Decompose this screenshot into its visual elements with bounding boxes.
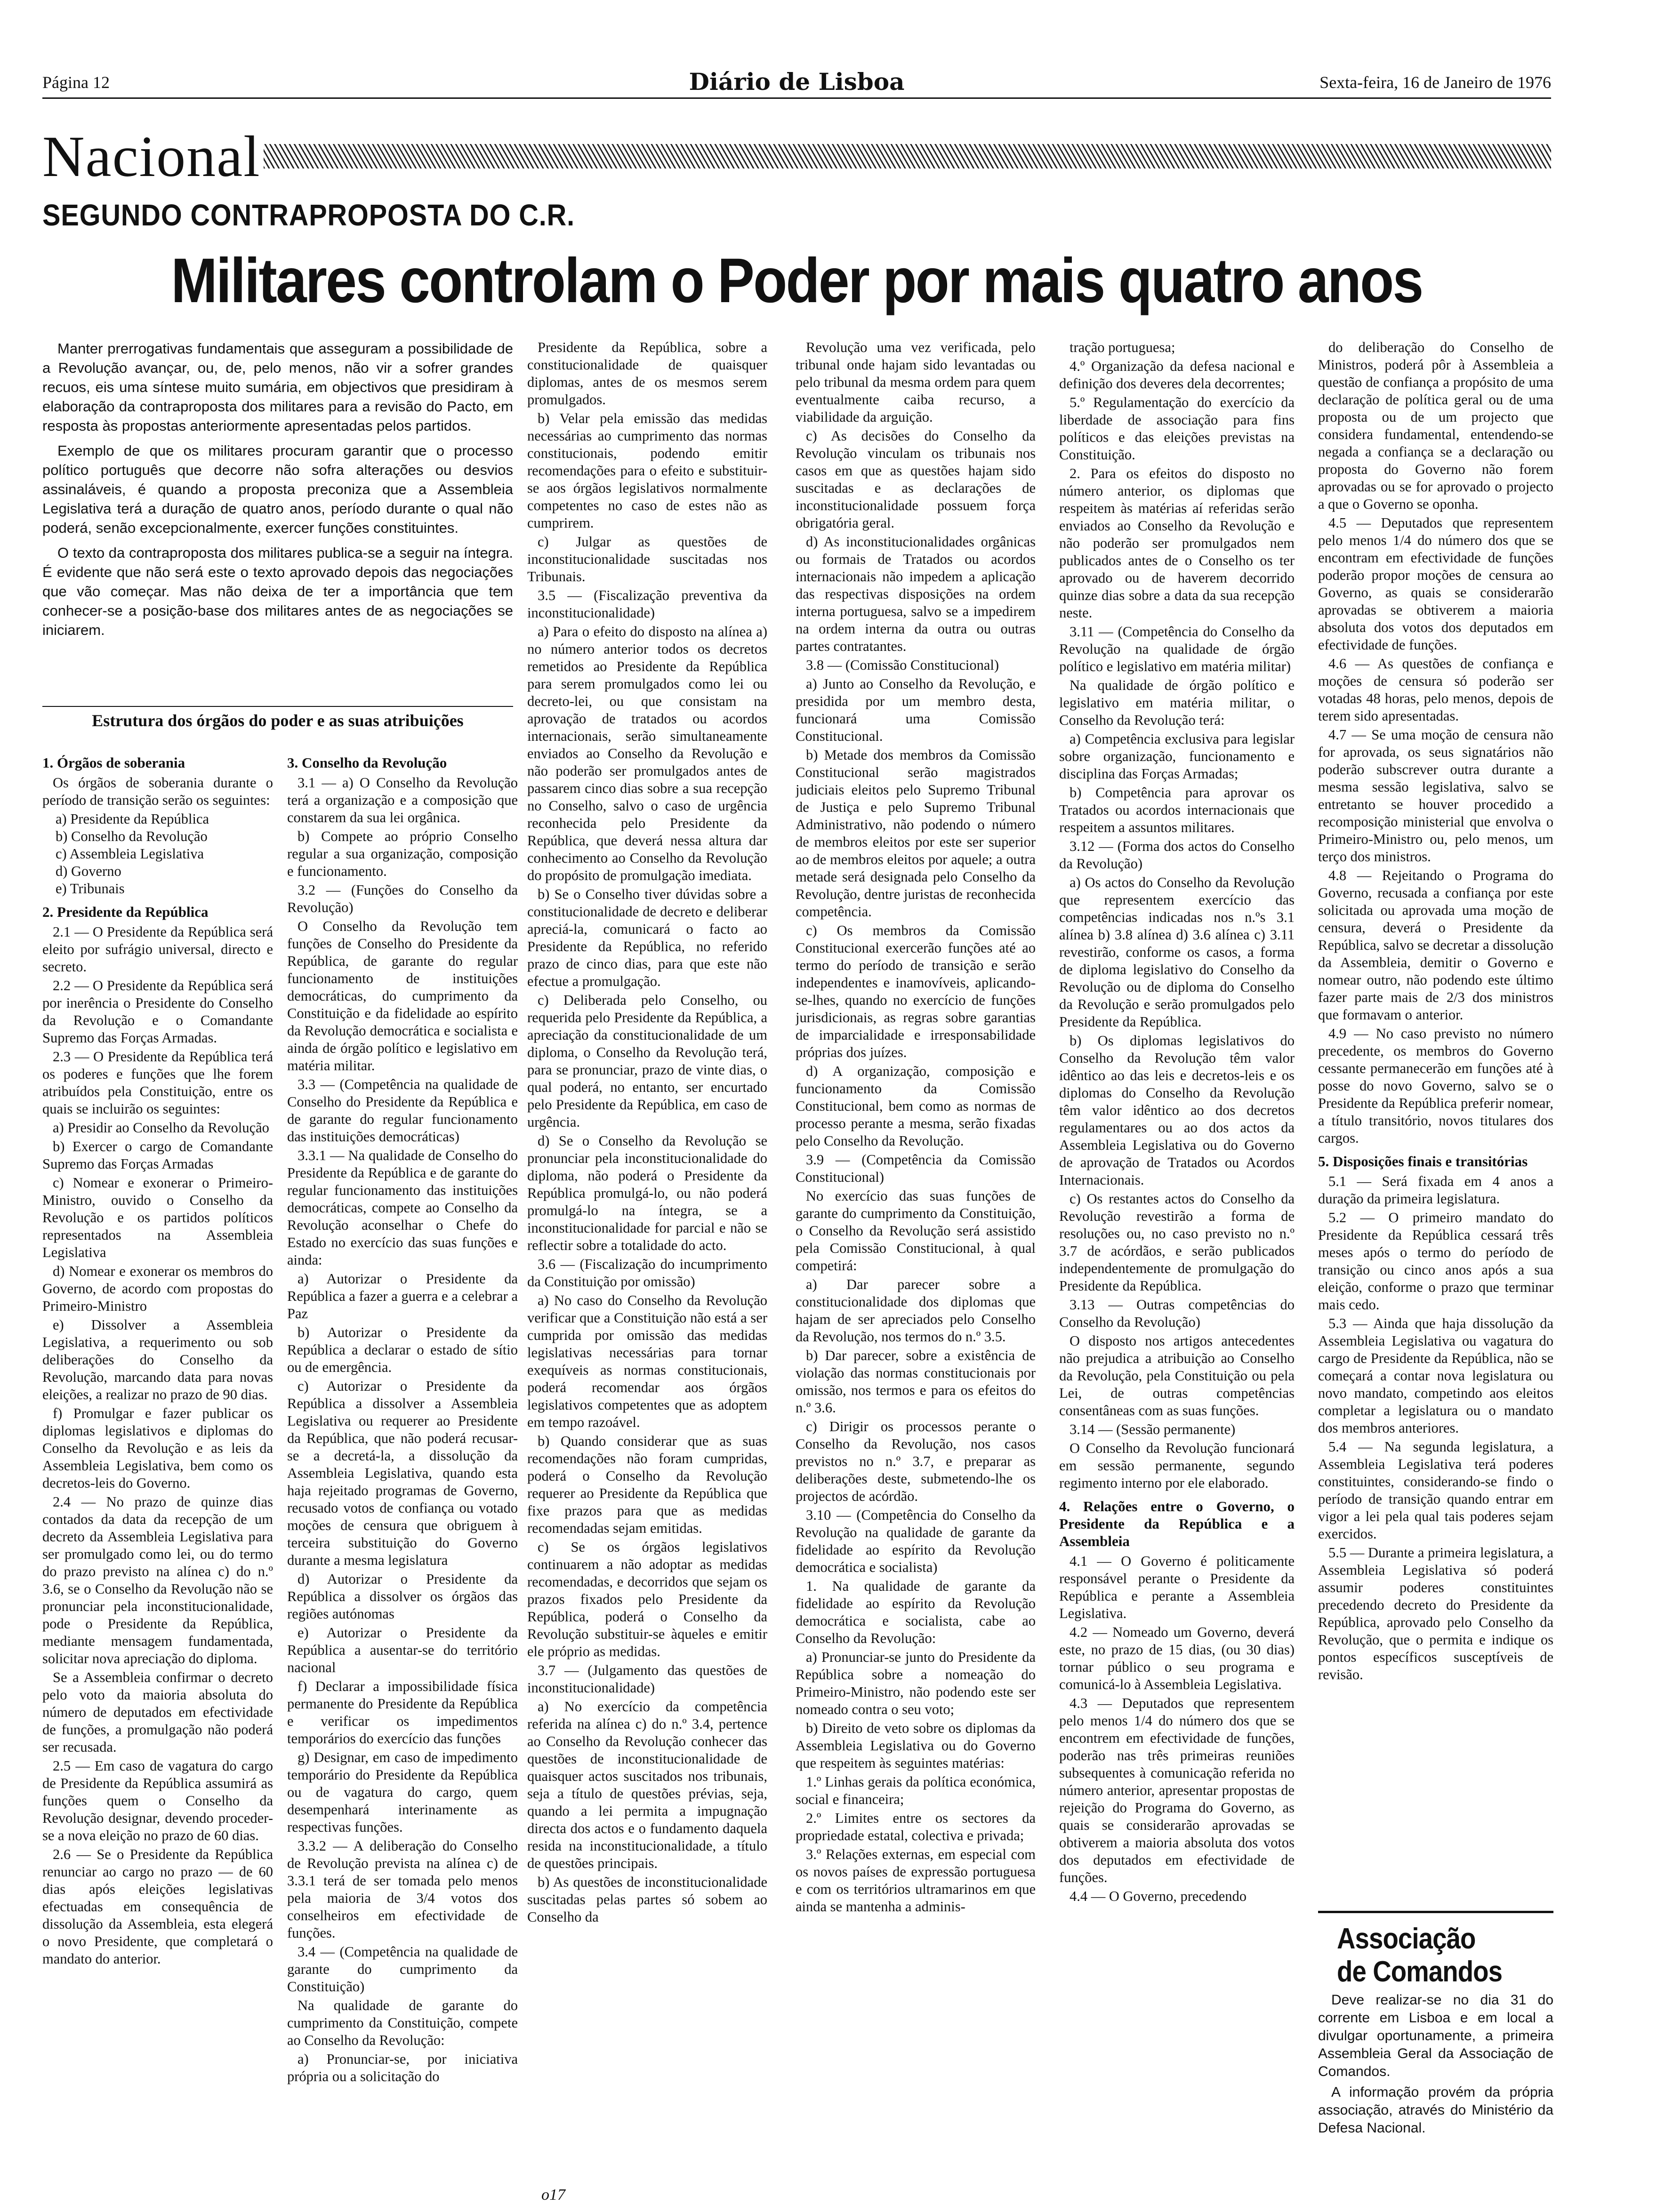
- paragraph: Se a Assembleia confirmar o decreto pelo voto da maioria absoluta do número de deputados em efectividade de funções, a promulgação não poderá ser recusada.: [42, 1669, 273, 1755]
- subsection-heading: 5. Disposições finais e transitórias: [1318, 1153, 1528, 1170]
- paragraph: b) Competência para aprovar os Tratados ou acordos internacionais que respeitem a assuntos militares.: [1059, 785, 1295, 835]
- paragraph: 3.3 — (Competência na qualidade de Conselho do Presidente da República e de garante do regular funcionamento das instituições democráticas): [287, 1076, 518, 1145]
- paragraph: 1.º Linhas gerais da política económica, social e financeira;: [796, 1774, 1036, 1807]
- paragraph: 3.11 — (Competência do Conselho da Revolução na qualidade de órgão político e legislativo em matéria militar): [1059, 624, 1295, 674]
- paragraph: d) As inconstitucionalidades orgânicas ou formais de Tratados ou acordos internacionais não impedem a aplicação das respectivas disposições na ordem interna portuguesa, salvo se a impedirem na ordem interna da outra ou outras partes contratantes.: [796, 534, 1036, 654]
- paragraph: do deliberação do Conselho de Ministros, poderá pôr à Assembleia a questão de confiança a propósito de uma declaração de política geral ou de uma proposta ou de um projecto que considera fundamental, entendendo-se negada a confiança se a declaração ou proposta do Governo não forem aprovadas ou se for aprovado o projecto a que o Governo se oponha.: [1318, 339, 1553, 512]
- article-lede: [42, 339, 513, 645]
- paragraph: a) Junto ao Conselho da Revolução, e presidida por um membro desta, funcionará uma Comissão Constitucional.: [796, 676, 1036, 744]
- paragraph: b) Dar parecer, sobre a existência de violação das normas constitucionais por omissão, nos termos e para os efeitos do n.º 3.6.: [796, 1347, 1036, 1416]
- paragraph: tração portuguesa;: [1070, 339, 1175, 355]
- paragraph: 5.1 — Será fixada em 4 anos a duração da primeira legislatura.: [1318, 1173, 1553, 1207]
- list-item: e) Tribunais: [56, 881, 125, 897]
- paragraph: 4.7 — Se uma moção de censura não for aprovada, os seus signatários não poderão subscrever outra durante a mesma sessão legislativa, salvo se entretanto se houver procedido a recomposição ministerial que envolva o Primeiro-Ministro ou, pelo menos, um terço dos ministros.: [1318, 727, 1553, 865]
- subsection-heading: 2. Presidente da República: [42, 904, 209, 920]
- subsection-heading: 3. Conselho da Revolução: [287, 754, 447, 771]
- article-column-4: [796, 339, 1036, 2165]
- paragraph: c) Nomear e exonerar o Primeiro-Ministro, ouvido o Conselho da Revolução e os partidos políticos representados na Assembleia Legislativa: [42, 1175, 273, 1260]
- footer-mark: o17: [541, 2186, 565, 2204]
- paragraph: a) No caso do Conselho da Revolução verificar que a Constituição não está a ser cumprida por omissão das medidas legislativas necessárias para tornar exequíveis as normas constitucionais, poderá recomendar aos órgãos legislativos competentes que as adoptem em tempo razoável.: [527, 1292, 767, 1430]
- paragraph: 3.10 — (Competência do Conselho da Revolução na qualidade de garante da fidelidade ao espírito da Revolução democrática e socialista): [796, 1507, 1036, 1575]
- paragraph: 4.3 — Deputados que representem pelo menos 1/4 do número dos que se encontrem em efectividade de funções, poderão nas três primeiras reuniões subsequentes à comunicação referida no número anterior, apresentar propostas de rejeição do Programa do Governo, as quais se considerarão aprovadas se obtiverem a maioria absoluta dos votos dos deputados em efectividade de funções.: [1059, 1695, 1295, 1885]
- paragraph: g) Designar, em caso de impedimento temporário do Presidente da República ou de vagatura do cargo, quem desempenhará interinamente as respectivas funções.: [287, 1749, 518, 1835]
- paragraph: 2. Para os efeitos do disposto no número anterior, os diplomas que respeitem às matérias aí referidas serão enviados ao Conselho da Revolução e não poderão ser promulgados nem publicados antes de o Conselho os ter aprovado ou de haverem decorrido quinze dias sobre a data da sua recepção neste.: [1059, 465, 1295, 621]
- article-kicker: SEGUNDO CONTRAPROPOSTA DO C.R.: [42, 198, 575, 232]
- paragraph: Os órgãos de soberania durante o período de transição serão os seguintes:: [42, 775, 273, 808]
- paragraph: 3.º Relações externas, em especial com os novos países de expressão portuguesa e com os territórios ultramarinos em que ainda se mantenha a adminis-: [796, 1846, 1036, 1915]
- paragraph: Na qualidade de garante do cumprimento da Constituição, compete ao Conselho da Revolução:: [287, 1997, 518, 2048]
- paragraph: c) Autorizar o Presidente da República a dissolver a Assembleia Legislativa ou requerer ao Presidente da República, que não poderá recusar-se a decretá-la, a dissolução da Assembleia Legislativa, quando esta haja rejeitado programas de Governo, recusado votos de confiança ou votado moções de censura que obriguem à terceira substituição do Governo durante a mesma legislatura: [287, 1378, 518, 1568]
- paragraph: e) Autorizar o Presidente da República a ausentar-se do território nacional: [287, 1625, 518, 1675]
- paragraph: 3.13 — Outras competências do Conselho da Revolução): [1059, 1297, 1295, 1330]
- paragraph: a) Presidir ao Conselho da Revolução: [53, 1120, 269, 1136]
- article-column-5: [1059, 339, 1295, 2165]
- paragraph: Na qualidade de órgão político e legislativo em matéria militar, o Conselho da Revolução terá:: [1059, 677, 1295, 728]
- paragraph: a) Dar parecer sobre a constitucionalidade dos diplomas que hajam de ser apreciados pelo Conselho da Revolução, nos termos do n.º 3.5.: [796, 1276, 1036, 1345]
- paragraph: Presidente da República, sobre a constitucionalidade de quaisquer diplomas, antes de os mesmos serem promulgados.: [527, 339, 767, 408]
- paragraph: 3.5 — (Fiscalização preventiva da inconstitucionalidade): [527, 587, 767, 621]
- paragraph: a) Pronunciar-se, por iniciativa própria ou a solicitação do: [287, 2051, 518, 2084]
- paragraph: b) As questões de inconstitucionalidade suscitadas pelas partes só sobem ao Conselho da: [527, 1874, 767, 1925]
- subsection-heading: 4. Relações entre o Governo, o Presidente da República e a Assembleia: [1059, 1498, 1295, 1549]
- paragraph: 5.5 — Durante a primeira legislatura, a Assembleia Legislativa só poderá assumir poderes constituintes precedendo decreto do Presidente da República, aprovado pelo Conselho da Revolução, que o permita e indique os pontos específicos susceptíveis de revisão.: [1318, 1545, 1553, 1683]
- paragraph: No exercício das suas funções de garante do cumprimento da Constituição, o Conselho da Revolução será assistido pela Comissão Constitucional, à qual competirá:: [796, 1188, 1036, 1274]
- paragraph: c) Deliberada pelo Conselho, ou requerida pelo Presidente da República, a apreciação da constitucionalidade de um diploma, o Conselho da Revolução terá, para se pronunciar, prazo de vinte dias, o qual poderá, no entanto, ser encurtado pelo Presidente da República, em caso de urgência.: [527, 992, 767, 1130]
- article-column-6: [1318, 339, 1553, 1901]
- masthead: [42, 68, 1551, 99]
- paragraph: 1. Na qualidade de garante da fidelidade ao espírito da Revolução democrática e socialista, cabe ao Conselho da Revolução:: [796, 1578, 1036, 1646]
- paragraph: b) Metade dos membros da Comissão Constitucional serão magistrados judiciais eleitos pelo Supremo Tribunal de Justiça e pelo Supremo Tribunal Administrativo, não podendo o número de membros eleitos por este ser superior ao de membros eleitos por aquele; a outra metade será designada pelo Conselho da Revolução, dentre juristas de reconhecida competência.: [796, 747, 1036, 920]
- paragraph: b) Os diplomas legislativos do Conselho da Revolução têm valor idêntico ao das leis e decretos-leis e os diplomas do Conselho da Revolução têm valor idêntico ao dos decretos regulamentares ou ao dos actos da Assembleia Legislativa ou do Governo de aprovação de Tratados ou Acordos Internacionais.: [1059, 1033, 1295, 1188]
- paragraph: O Conselho da Revolução funcionará em sessão permanente, segundo regimento interno por ele elaborado.: [1059, 1440, 1295, 1491]
- issue-date: Sexta-feira, 16 de Janeiro de 1976: [1319, 73, 1551, 92]
- paragraph: c) Julgar as questões de inconstitucionalidade suscitadas nos Tribunais.: [527, 534, 767, 585]
- paragraph: 2.3 — O Presidente da República terá os poderes e funções que lhe forem atribuídos pela Constituição, entre os quais se incluirão os seguintes:: [42, 1049, 273, 1117]
- list-item: a) Presidente da República: [56, 811, 209, 827]
- paragraph: e) Dissolver a Assembleia Legislativa, a requerimento ou sob deliberações do Conselho da Revolução, marcando data para novas eleições, a realizar no prazo de 90 dias.: [42, 1317, 273, 1403]
- paragraph: c) As decisões do Conselho da Revolução vinculam os tribunais nos casos em que as questões hajam sido suscitadas e as declarações de inconstitucionalidade possuem força obrigatória geral.: [796, 428, 1036, 531]
- paragraph: O Conselho da Revolução tem funções de Conselho do Presidente da República, de garante do regular funcionamento de instituições democráticas, do cumprimento da Constituição e da fidelidade ao espírito da Revolução democrática e socialista e ainda de órgão político e legislativo em matéria militar.: [287, 918, 518, 1074]
- paragraph: a) Para o efeito do disposto na alínea a) no número anterior todos os decretos remetidos ao Presidente da República para serem promulgados como lei ou decreto-lei, ou que consistam na aprovação de tratados ou acordos internacionais, serão simultaneamente enviados ao Conselho da Revolução e não poderão ser promulgados antes de passarem cinco dias sobre a sua recepção no Conselho, salvo o caso de urgência reconhecida pelo Presidente da República, que deverá nessa altura dar conhecimento ao Conselho da Revolução do propósito de promulgação imediata.: [527, 624, 767, 883]
- article-column-3: [527, 339, 767, 2165]
- structure-title: Estrutura dos órgãos do poder e as suas atribuições: [42, 706, 513, 730]
- section-header: [42, 123, 1551, 189]
- paragraph: c) Dirigir os processos perante o Conselho da Revolução, nos casos previstos no n.º 3.7, e preparar as deliberações deste, submetendo-lhe os projectos de acórdão.: [796, 1419, 1036, 1504]
- paragraph: 4.4 — O Governo, precedendo: [1070, 1888, 1247, 1904]
- paragraph: 3.6 — (Fiscalização do incumprimento da Constituição por omissão): [527, 1256, 767, 1290]
- paragraph: 3.9 — (Competência da Comissão Constitucional): [796, 1152, 1036, 1185]
- masthead-rule: [42, 97, 1551, 99]
- paragraph: 3.3.1 — Na qualidade de Conselho do Presidente da República e de garante do regular funcionamento das instituições democráticas, compete ao Conselho da Revolução aconselhar o Chefe do Estado no exercício das suas funções e ainda:: [287, 1147, 518, 1268]
- paragraph: 4.º Organização da defesa nacional e definição dos deveres dela decorrentes;: [1059, 358, 1295, 392]
- lede-paragraph: Exemplo de que os militares procuram garantir que o processo político português que decorre não sofra alterações ou desvios assinaláveis, é quando a proposta preconiza que a Assembleia Legislativa terá a duração de quatro anos, período durante o qual não poderá, senão excepcionalmente, exercer funções constituintes.: [42, 442, 513, 536]
- paragraph: c) Se os órgãos legislativos continuarem a não adoptar as medidas recomendadas, e decorridos que sejam os prazos fixados pelo Presidente da República, poderá o Conselho da Revolução substituir-se àqueles e emitir ele próprio as medidas.: [527, 1539, 767, 1659]
- paragraph: 5.2 — O primeiro mandato do Presidente da República cessará três meses após o termo do período de transição ou cinco anos após a sua eleição, conforme o prazo que terminar mais cedo.: [1318, 1210, 1553, 1313]
- article-column-2: [287, 748, 518, 2165]
- paragraph: b) Exercer o cargo de Comandante Supremo das Forças Armadas: [42, 1138, 273, 1172]
- paragraph: 3.1 — a) O Conselho da Revolução terá a organização e a composição que constarem da sua lei orgânica.: [287, 775, 518, 825]
- subsection-heading: 1. Órgãos de soberania: [42, 754, 185, 771]
- paragraph: 4.8 — Rejeitando o Programa do Governo, recusada a confiança por este solicitada ou aprovada uma moção de censura, deverá o Presidente da República, salvo se decretar a dissolução da Assembleia, demitir o Governo e nomear outro, não podendo este último fazer parte mais de 2/3 dos ministros que formavam o anterior.: [1318, 867, 1553, 1023]
- box-title-line-2: de Comandos: [1337, 1956, 1503, 1988]
- paragraph: Revolução uma vez verificada, pelo tribunal onde hajam sido levantadas ou pelo tribunal da mesma ordem para quem eventualmente caiba recurso, a viabilidade da arguição.: [796, 339, 1036, 425]
- section-name: Nacional: [42, 124, 261, 189]
- paragraph: 2.º Limites entre os sectores da propriedade estatal, colectiva e privada;: [796, 1810, 1036, 1843]
- paragraph: a) Competência exclusiva para legislar sobre organização, funcionamento e disciplina das Forças Armadas;: [1059, 731, 1295, 782]
- paragraph: 2.1 — O Presidente da República será eleito por sufrágio universal, directo e secreto.: [42, 924, 273, 975]
- paragraph: 3.14 — (Sessão permanente): [1070, 1421, 1236, 1437]
- list-item: b) Conselho da Revolução: [56, 828, 208, 844]
- paragraph: a) Autorizar o Presidente da República a fazer a guerra e a celebrar a Paz: [287, 1271, 518, 1322]
- box-title-line-1: Associação: [1337, 1923, 1476, 1955]
- box-paragraph: A informação provém da própria associação, através do Ministério da Defesa Nacional.: [1318, 2084, 1553, 2136]
- paragraph: 2.5 — Em caso de vagatura do cargo de Presidente da República assumirá as funções quem o Conselho da Revolução designar, devendo proceder-se a nova eleição no prazo de 60 dias.: [42, 1758, 273, 1843]
- paragraph: 5.3 — Ainda que haja dissolução da Assembleia Legislativa ou vagatura do cargo de Presidente da República, não se começará a contar nova legislatura ou novo mandato, competindo aos eleitos completar a legislatura ou o mandato dos membros anteriores.: [1318, 1315, 1553, 1436]
- list-item: c) Assembleia Legislativa: [56, 846, 204, 862]
- article-column-1: [42, 748, 273, 2165]
- paragraph: f) Promulgar e fazer publicar os diplomas legislativos e diplomas do Conselho da Revolução e as leis da Assembleia Legislativa, bem como os decretos-leis do Governo.: [42, 1405, 273, 1491]
- paragraph: f) Declarar a impossibilidade física permanente do Presidente da República e verificar os impedimentos temporários do exercício das funções: [287, 1678, 518, 1747]
- list-item: d) Governo: [56, 863, 121, 879]
- page-number: Página 12: [42, 73, 110, 92]
- paragraph: 3.2 — (Funções do Conselho da Revolução): [287, 882, 518, 915]
- paragraph: 2.6 — Se o Presidente da República renunciar ao cargo no prazo — de 60 dias após eleições legislativas efectuadas em consequência de dissolução da Assembleia, esta elegerá o novo Presidente, que completará o mandato do anterior.: [42, 1846, 273, 1967]
- lede-paragraph: Manter prerrogativas fundamentais que asseguram a possibilidade de a Revolução avançar, ou, de, pelo menos, não vir a sofrer grandes recuos, eis uma síntese muito sumária, em objectivos que presidiram à elaboração da contraproposta dos militares para a revisão do Pacto, em resposta às propostas anteriormente apresentadas pelos partidos.: [42, 340, 513, 434]
- paragraph: d) Se o Conselho da Revolução se pronunciar pela inconstitucionalidade do diploma, não poderá o Presidente da República promulgá-lo, ou não poderá promulgá-lo na íntegra, se a inconstitucionalidade for parcial e não se reflectir sobre a totalidade do acto.: [527, 1133, 767, 1253]
- article-headline: Militares controlam o Poder por mais quatro anos: [171, 246, 1423, 316]
- paragraph: 4.5 — Deputados que representem pelo menos 1/4 do número dos que se encontram em efectividade de funções poderão propor moções de censura ao Governo, as quais se considerarão aprovadas se obtiverem a maioria absoluta dos votos dos deputados em efectividade de funções.: [1318, 515, 1553, 653]
- associacao-comandos-box: [1318, 1911, 1553, 2174]
- paragraph: b) Quando considerar que as suas recomendações não foram cumpridas, poderá o Conselho da Revolução requerer ao Presidente da República que fixe prazos para que as medidas recomendadas sejam emitidas.: [527, 1433, 767, 1536]
- paragraph: 3.3.2 — A deliberação do Conselho de Revolução prevista na alínea c) de 3.3.1 terá de ser tomada pelo menos pela maioria de 3/4 votos dos conselheiros em efectividade de funções.: [287, 1838, 518, 1941]
- paragraph: b) Autorizar o Presidente da República a declarar o estado de sítio ou de emergência.: [287, 1324, 518, 1375]
- paragraph: c) Os restantes actos do Conselho da Revolução revestirão a forma de resoluções ou, no caso previsto no n.º 3.7 de acórdãos, e serão publicados independentemente de promulgação do Presidente da República.: [1059, 1191, 1295, 1294]
- paragraph: b) Velar pela emissão das medidas necessárias ao cumprimento das normas constitucionais, podendo emitir recomendações para o efeito e substituir-se aos órgãos legislativos normalmente competentes no caso de estes não as cumprirem.: [527, 410, 767, 531]
- paragraph: 3.8 — (Comissão Constitucional): [806, 657, 999, 673]
- paragraph: d) A organização, composição e funcionamento da Comissão Constitucional, bem como as normas de processo perante a mesma, serão fixadas pelo Conselho da Revolução.: [796, 1063, 1036, 1149]
- paragraph: 5.4 — Na segunda legislatura, a Assembleia Legislativa terá poderes constituintes, considerando-se findo o período de transição quando entrar em vigor a lei pela qual tais poderes sejam exercidos.: [1318, 1439, 1553, 1542]
- paragraph: a) Pronunciar-se junto do Presidente da República sobre a nomeação do Primeiro-Ministro, não podendo este ser nomeado contra o seu voto;: [796, 1649, 1036, 1717]
- paragraph: b) Direito de veto sobre os diplomas da Assembleia Legislativa ou do Governo que respeitem às seguintes matérias:: [796, 1720, 1036, 1771]
- paragraph: 4.2 — Nomeado um Governo, deverá este, no prazo de 15 dias, (ou 30 dias) tornar público o seu programa e comunicá-lo à Assembleia Legislativa.: [1059, 1624, 1295, 1692]
- newspaper-name: Diário de Lisboa: [689, 68, 905, 96]
- paragraph: 5.º Regulamentação do exercício da liberdade de associação para fins políticos e das eleições previstas na Constituição.: [1059, 394, 1295, 463]
- lede-paragraph: O texto da contraproposta dos militares publica-se a seguir na íntegra. É evidente que não será este o texto aprovado depois das negociações que vão começar. Mas não deixa de ter a importância que tem conhecer-se a posição-base dos militares antes de as negociações se iniciarem.: [42, 545, 513, 638]
- paragraph: 3.7 — (Julgamento das questões de inconstitucionalidade): [527, 1662, 767, 1696]
- paragraph: 4.6 — As questões de confiança e moções de censura só poderão ser votadas 48 horas, pelo menos, depois de terem sido apresentadas.: [1318, 656, 1553, 724]
- paragraph: 2.2 — O Presidente da República será por inerência o Presidente do Conselho da Revolução e o Comandante Supremo das Forças Armadas.: [42, 978, 273, 1046]
- paragraph: a) No exercício da competência referida na alínea c) do n.º 3.4, pertence ao Conselho da Revolução conhecer das questões de inconstitucionalidade de quaisquer actos suscitados nos tribunais, seja a título de questões prévias, seja, quando a lei permita a impugnação directa dos actos e o fundamento daquela resida na inconstitucionalidade, a título de questões principais.: [527, 1699, 767, 1871]
- paragraph: 2.4 — No prazo de quinze dias contados da data da recepção de um decreto da Assembleia Legislativa para ser promulgado como lei, ou do termo do prazo previsto na alínea c) do n.º 3.6, se o Conselho da Revolução não se pronunciar pela inconstitucionalidade, pode o Presidente da República, mediante mensagem fundamentada, solicitar nova apreciação do diploma.: [42, 1494, 273, 1667]
- paragraph: d) Nomear e exonerar os membros do Governo, de acordo com propostas do Primeiro-Ministro: [42, 1263, 273, 1314]
- paragraph: b) Compete ao próprio Conselho regular a sua organização, composição e funcionamento.: [287, 828, 518, 879]
- paragraph: a) Os actos do Conselho da Revolução que representem exercício das competências indicadas nos n.ºs 3.1 alínea b) 3.8 alínea d) 3.6 alínea c) 3.11 revestirão, conforme os casos, a forma de diploma legislativo do Conselho da Revolução ou de diploma do Conselho da Revolução e serão promulgados pelo Presidente da República.: [1059, 874, 1295, 1030]
- paragraph: 4.9 — No caso previsto no número precedente, os membros do Governo cessante permanecerão em funções até à posse do novo Governo, salvo se o Presidente da República preferir nomear, a título transitório, novos titulares dos cargos.: [1318, 1026, 1553, 1146]
- paragraph: d) Autorizar o Presidente da República a dissolver os órgãos das regiões autónomas: [287, 1571, 518, 1622]
- paragraph: b) Se o Conselho tiver dúvidas sobre a constitucionalidade de decreto e deliberar apreciá-la, comunicará o facto ao Presidente da República, no referido prazo de cinco dias, para que este não efectue a promulgação.: [527, 886, 767, 989]
- paragraph: 3.4 — (Competência na qualidade de garante do cumprimento da Constituição): [287, 1944, 518, 1995]
- section-hatch-rule: [264, 144, 1551, 168]
- paragraph: 3.12 — (Forma dos actos do Conselho da Revolução): [1059, 838, 1295, 872]
- paragraph: c) Os membros da Comissão Constitucional exercerão funções até ao termo do período de transição e serão independentes e inamovíveis, aplicando-se-lhes, quando no exercício de funções jurisdicionais, as regras sobre garantias de imparcialidade e irresponsabilidade próprias dos juízes.: [796, 922, 1036, 1060]
- paragraph: 4.1 — O Governo é politicamente responsável perante o Presidente da República e perante a Assembleia Legislativa.: [1059, 1553, 1295, 1621]
- paragraph: O disposto nos artigos antecedentes não prejudica a atribuição ao Conselho da Revolução, pela Constituição ou pela Lei, de outras competências consentâneas com as suas funções.: [1059, 1333, 1295, 1419]
- box-paragraph: Deve realizar-se no dia 31 do corrente em Lisboa e em local a divulgar oportunamente, a primeira Assembleia Geral da Associação de Comandos.: [1318, 1992, 1553, 2079]
